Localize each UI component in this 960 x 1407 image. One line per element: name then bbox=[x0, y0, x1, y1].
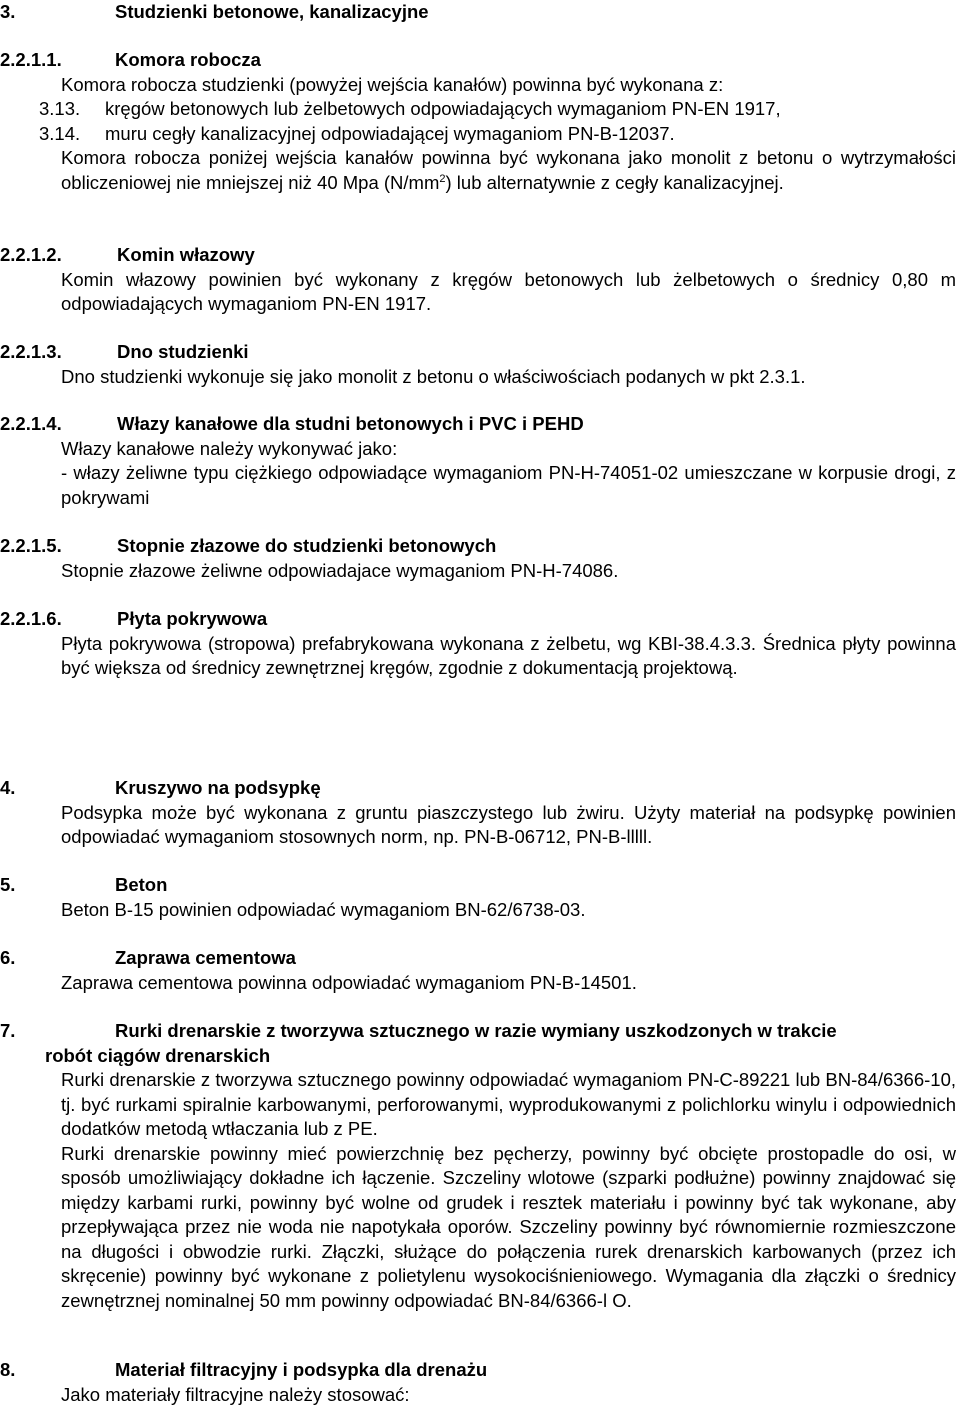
list-item-number: 3.13. bbox=[39, 97, 80, 122]
paragraph: Zaprawa cementowa powinna odpowiadać wymaganiom PN-B-14501. bbox=[61, 971, 956, 996]
section-5 bbox=[0, 873, 960, 922]
section-heading bbox=[0, 0, 960, 25]
paragraph: Beton B-15 powinien odpowiadać wymaganiom BN-62/6738-03. bbox=[61, 898, 956, 923]
section-number: 2.2.1.3. bbox=[0, 340, 62, 365]
paragraph: Włazy kanałowe należy wykonywać jako: bbox=[61, 437, 956, 462]
section-title: Beton bbox=[115, 873, 167, 898]
section-title-continued: robót ciągów drenarskich bbox=[45, 1044, 955, 1069]
section-heading bbox=[0, 873, 960, 898]
section-heading bbox=[0, 607, 960, 632]
section-title: Zaprawa cementowa bbox=[115, 946, 296, 971]
section-number: 2.2.1.5. bbox=[0, 534, 62, 559]
section-heading bbox=[0, 776, 960, 801]
paragraph: Płyta pokrywowa (stropowa) prefabrykowana wykonana z żelbetu, wg KBI-38.4.3.3. Średnica płyty powinna być większa od średnicy zewnętrznej kręgów, zgodnie z dokumentacją projektową. bbox=[61, 632, 956, 681]
paragraph-text: Komora robocza poniżej wejścia kanałów powinna być wykonana jako monolit z betonu o wytrzymałości obliczeniowej nie mniejszej niż 40 Mpa (N/mm bbox=[61, 147, 956, 193]
list-item-number: 3.14. bbox=[39, 122, 80, 147]
section-number: 3. bbox=[0, 0, 15, 25]
section-title: Stopnie złazowe do studzienki betonowych bbox=[117, 534, 496, 559]
section-heading bbox=[0, 1019, 955, 1068]
section-number: 4. bbox=[0, 776, 15, 801]
section-title: Komora robocza bbox=[115, 48, 261, 73]
section-2-2-1-1 bbox=[0, 48, 960, 195]
paragraph: Komin włazowy powinien być wykonany z kręgów betonowych lub żelbetowych o średnicy 0,80 m odpowiadających wymaganiom PN-EN 1917. bbox=[61, 268, 956, 317]
paragraph: - włazy żeliwne typu ciężkiego odpowiadące wymaganiom PN-H-74051-02 umieszczane w korpusie drogi, z pokrywami bbox=[61, 461, 956, 510]
paragraph: Dno studzienki wykonuje się jako monolit z betonu o właściwościach podanych w pkt 2.3.1. bbox=[61, 365, 956, 390]
section-heading bbox=[0, 534, 960, 559]
section-number: 7. bbox=[0, 1019, 15, 1044]
section-heading bbox=[0, 243, 960, 268]
section-title: Komin włazowy bbox=[117, 243, 255, 268]
section-title: Materiał filtracyjny i podsypka dla drenażu bbox=[115, 1358, 487, 1383]
list-item-text: muru cegły kanalizacyjnej odpowiadającej wymaganiom PN-B-12037. bbox=[105, 122, 675, 147]
section-number: 2.2.1.2. bbox=[0, 243, 62, 268]
section-8 bbox=[0, 1358, 960, 1407]
section-title: Studzienki betonowe, kanalizacyjne bbox=[115, 0, 429, 25]
section-heading bbox=[0, 340, 960, 365]
paragraph: Rurki drenarskie powinny mieć powierzchnię bez pęcherzy, powinny być obcięte prostopadle do osi, w sposób umożliwiający dokładne ich łączenie. Szczeliny wlotowe (szparki podłużne) powinny znajdować się między karbami rurki, powinny być wolne od grudek i resztek materiału i powinny być tak wykonane, aby przepływająca przez nie woda nie napotykała oporów. Szczeliny powinny być równomiernie rozmieszczone na długości i obwodzie rurki. Złączki, służące do połączenia rurek drenarskich karbowanych (przez ich skręcenie) powinny być wykonane z polietylenu wysokociśnieniowego. Wymagania dla złączki o średnicy zewnętrznej nominalnej 50 mm powinny odpowiadać BN-84/6366-l O. bbox=[61, 1142, 956, 1314]
list-item bbox=[0, 122, 960, 147]
paragraph: Podsypka może być wykonana z gruntu piaszczystego lub żwiru. Użyty materiał na podsypkę powinien odpowiadać wymaganiom stosownych norm, np. PN-B-06712, PN-B-lllll. bbox=[61, 801, 956, 850]
section-2-2-1-2 bbox=[0, 243, 960, 317]
section-number: 8. bbox=[0, 1358, 15, 1383]
section-number: 2.2.1.6. bbox=[0, 607, 62, 632]
section-number: 5. bbox=[0, 873, 15, 898]
section-3 bbox=[0, 0, 960, 25]
section-title: Rurki drenarskie z tworzywa sztucznego w razie wymiany uszkodzonych w trakcie bbox=[115, 1019, 837, 1044]
section-heading bbox=[0, 412, 960, 437]
section-title: Kruszywo na podsypkę bbox=[115, 776, 321, 801]
paragraph: Jako materiały filtracyjne należy stosować: bbox=[61, 1383, 956, 1407]
paragraph: Rurki drenarskie z tworzywa sztucznego powinny odpowiadać wymaganiom PN-C-89221 lub BN-84/6366-10, tj. być rurkami spiralnie karbowanymi, perforowanymi, wyprodukowanymi z polichlorku winylu i odpowiednich dodatków metodą wtłaczania lub z PE. bbox=[61, 1068, 956, 1142]
paragraph: Stopnie złazowe żeliwne odpowiadajace wymaganiom PN-H-74086. bbox=[61, 559, 956, 584]
section-2-2-1-4 bbox=[0, 412, 960, 510]
section-title: Płyta pokrywowa bbox=[117, 607, 267, 632]
section-2-2-1-5 bbox=[0, 534, 960, 583]
list-item-text: kręgów betonowych lub żelbetowych odpowiadających wymaganiom PN-EN 1917, bbox=[105, 97, 781, 122]
paragraph bbox=[61, 146, 956, 195]
section-4 bbox=[0, 776, 960, 850]
section-number: 2.2.1.4. bbox=[0, 412, 62, 437]
list-item bbox=[0, 97, 960, 122]
section-2-2-1-3 bbox=[0, 340, 960, 389]
section-number: 6. bbox=[0, 946, 15, 971]
superscript: 2 bbox=[439, 172, 445, 184]
section-title: Włazy kanałowe dla studni betonowych i PVC i PEHD bbox=[117, 412, 584, 437]
section-7 bbox=[0, 1019, 960, 1313]
section-6 bbox=[0, 946, 960, 995]
section-heading bbox=[0, 946, 960, 971]
paragraph: Komora robocza studzienki (powyżej wejścia kanałów) powinna być wykonana z: bbox=[61, 73, 956, 98]
section-number: 2.2.1.1. bbox=[0, 48, 62, 73]
section-heading bbox=[0, 48, 960, 73]
section-title: Dno studzienki bbox=[117, 340, 249, 365]
section-2-2-1-6 bbox=[0, 607, 960, 681]
paragraph-text: ) lub alternatywnie z cegły kanalizacyjnej. bbox=[446, 172, 784, 193]
section-heading bbox=[0, 1358, 960, 1383]
